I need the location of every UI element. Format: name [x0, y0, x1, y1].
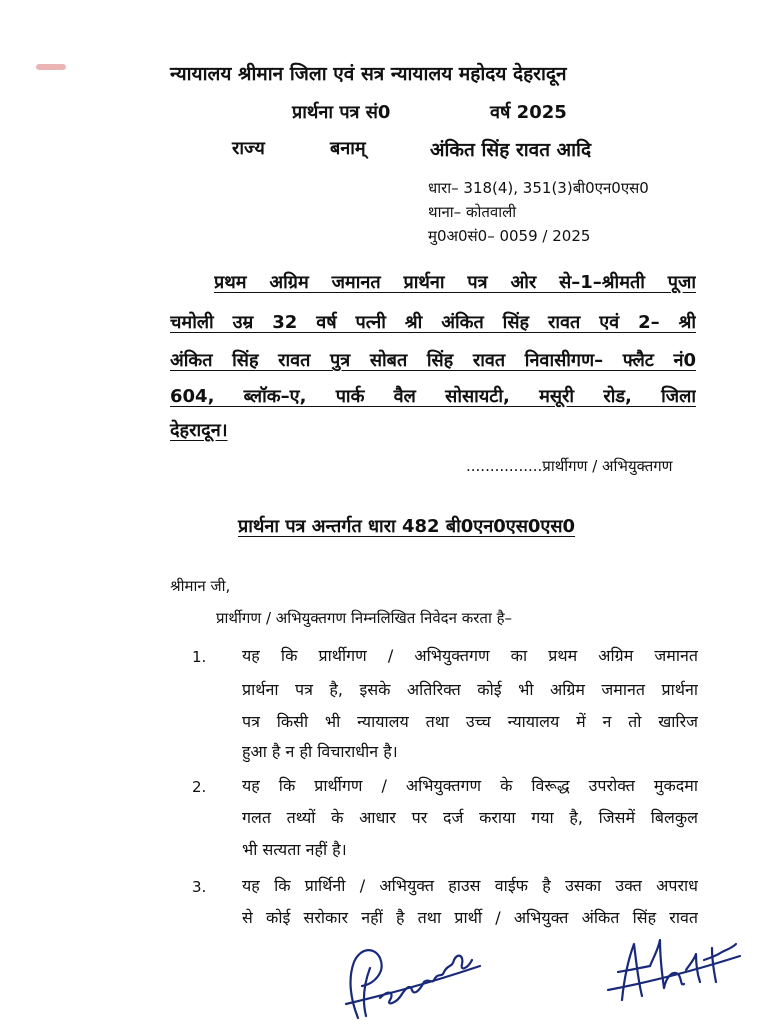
point-line: गलत तथ्यों के आधार पर दर्ज कराया गया है, जिसमें बिलकुल — [242, 808, 698, 827]
applicant-line: देहरादून। — [170, 420, 228, 441]
party-accused: अंकित सिंह रावत आदि — [430, 139, 592, 161]
application-title: प्रार्थना पत्र अन्तर्गत धारा 482 बी0एन0एस0एस0 — [238, 516, 576, 537]
police-station-info: थाना– कोतवाली — [428, 203, 517, 221]
court-heading: न्यायालय श्रीमान जिला एवं सत्र न्यायालय महोदय देहरादून — [170, 63, 567, 85]
applicant-signatory-label: ................प्रार्थीगण / अभियुक्तगण — [466, 457, 673, 475]
applicant-line: प्रथम अग्रिम जमानत प्रार्थना पत्र ओर से–1–श्रीमती पूजा — [214, 272, 696, 293]
salutation: श्रीमान जी, — [170, 577, 231, 595]
case-number-info: मु0अ0सं0– 0059 / 2025 — [428, 227, 591, 245]
versus-label: बनाम् — [330, 138, 366, 159]
section-info: धारा– 318(4), 351(3)बी0एन0एस0 — [428, 179, 649, 197]
applicant-line: चमोली उम्र 32 वर्ष पत्नी श्री अंकित सिंह रावत एवं 2– श्री — [170, 312, 696, 333]
point-number: 3. — [192, 878, 207, 896]
intro-line: प्रार्थीगण / अभियुक्तगण निम्नलिखित निवेदन करता है– — [216, 609, 513, 627]
applicant-line: 604, ब्लॉक–ए, पार्क वैल सोसायटी, मसूरी रोड, जिला — [170, 386, 696, 407]
point-number: 1. — [192, 648, 207, 666]
point-line: हुआ है न ही विचाराधीन है। — [242, 742, 398, 761]
point-line: यह कि प्रार्थीगण / अभियुक्तगण के विरूद्ध उपरोक्त मुकदमा — [242, 776, 698, 795]
signature-right — [600, 930, 750, 1010]
point-line: पत्र किसी भी न्यायालय तथा उच्च न्यायालय में न तो खारिज — [242, 712, 698, 731]
point-line: भी सत्यता नहीं है। — [242, 840, 347, 859]
year-label: वर्ष 2025 — [490, 102, 567, 123]
signature-left — [340, 938, 490, 1024]
point-line: यह कि प्रार्थिनी / अभियुक्त हाउस वाईफ है उसका उक्त अपराध — [242, 876, 698, 895]
pink-ink-mark — [36, 64, 66, 70]
party-state: राज्य — [232, 138, 265, 159]
application-number-label: प्रार्थना पत्र सं0 — [292, 102, 391, 123]
applicant-line: अंकित सिंह रावत पुत्र सोबत सिंह रावत निवासीगण– फ्लैट नं0 — [170, 350, 696, 371]
point-line: प्रार्थना पत्र है, इसके अतिरिक्त कोई भी अग्रिम जमानत प्रार्थना — [242, 680, 698, 699]
point-line: से कोई सरोकार नहीं है तथा प्रार्थी / अभियुक्त अंकित सिंह रावत — [242, 908, 698, 927]
point-line: यह कि प्रार्थीगण / अभियुक्तगण का प्रथम अग्रिम जमानत — [242, 646, 698, 665]
point-number: 2. — [192, 778, 207, 796]
